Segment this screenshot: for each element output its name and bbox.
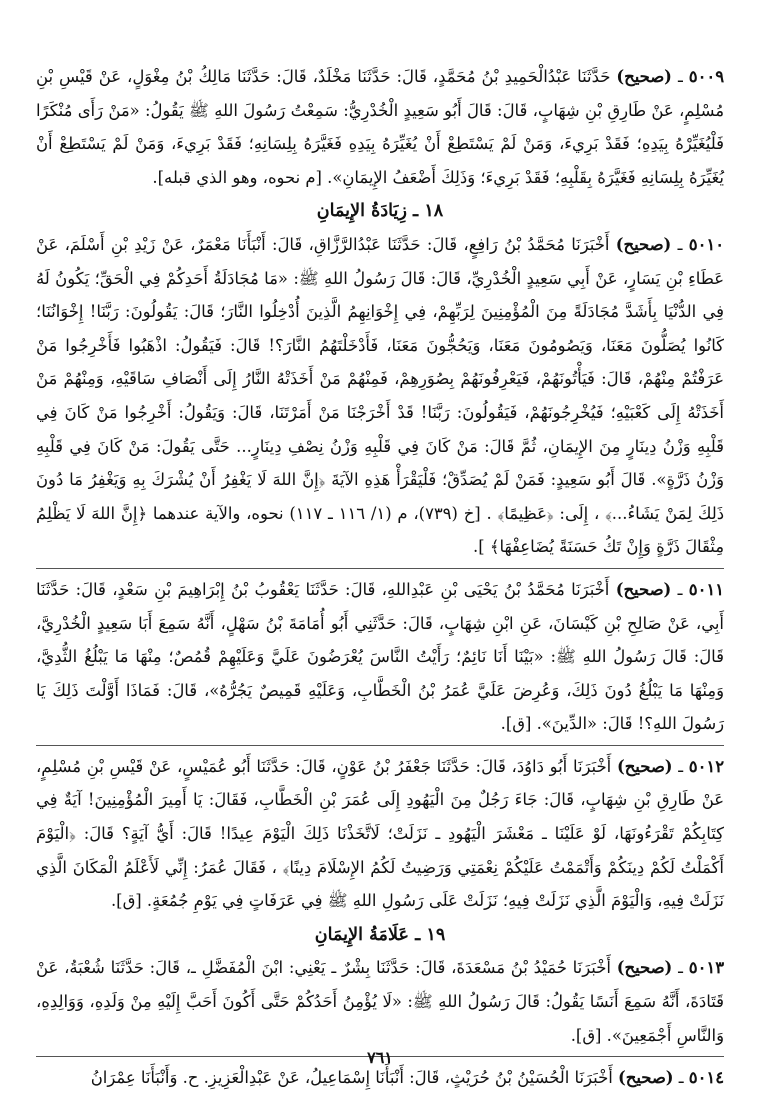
hadith-text: أَخْبَرَنَا مُحَمَّدُ بْنُ يَحْيَى بْنِ عَبْدِاللهِ، قَالَ: حَدَّثَنَا يَعْقُوبُ بْنُ إِبْرَاهِيمَ بْنِ سَعْدٍ، قَالَ: حَدَّثَنَا أَبِي، عَنْ صَالِحِ بْنِ كَيْسَانَ، عَنِ ابْنِ شِهَابٍ، قَالَ: حَدَّثَنِي أَبُو أُمَامَةَ بْنُ سَهْلٍ، أَنَّهُ سَمِعَ أَبَا سَعِيدٍ الْخُدْرِيَّ، قَالَ: قَالَ رَسُولُ اللهِ ﷺ: «بَيْنَا أَنَا نَائِمٌ؛ رَأَيْتُ النَّاسَ يُعْرَضُونَ عَلَيَّ وَعَلَيْهِمْ قُمُصٌ؛ مِنْهَا مَا يَبْلُغُ الثُّدِيَّ، وَمِنْهَا مَا يَبْلُغُ دُونَ ذَلِكَ، وَعُرِضَ عَلَيَّ عُمَرُ بْنُ الْخَطَّابِ، وَعَلَيْهِ قَمِيصٌ يَجُرُّهُ»، قَالَ: فَمَاذَا أَوَّلْتَ ذَلِكَ يَا رَسُولَ اللهِ؟! قَالَ: «الدِّينَ». [ق]. [36, 579, 724, 734]
hadith-text: حَدَّثَنَا عَبْدُالْحَمِيدِ بْنُ مُحَمَّدٍ، قَالَ: حَدَّثَنَا مَخْلَدٌ، قَالَ: حَدَّثَنَا مَالِكُ بْنُ مِغْوَلٍ، عَنْ قَيْسِ بْنِ مُسْلِمٍ، عَنْ طَارِقِ بْنِ شِهَابٍ، قَالَ: قَالَ أَبُو سَعِيدٍ الْخُدْرِيُّ: سَمِعْتُ رَسُولَ اللهِ ﷺ يَقُولُ: «مَنْ رَأَى مُنْكَرًا فَلْيُغَيِّرْهُ بِيَدِهِ؛ فَقَدْ بَرِيءَ، وَمَنْ لَمْ يَسْتَطِعْ أَنْ يُغَيِّرَهُ بِيَدِهِ فَغَيَّرَهُ بِلِسَانِهِ؛ فَقَدْ بَرِيءَ، وَمَنْ لَمْ يَسْتَطِعْ أَنْ يُغَيِّرَهُ بِلِسَانِهِ فَغَيَّرَهُ بِقَلْبِهِ؛ فَقَدْ بَرِيءَ؛ وَذَلِكَ أَضْعَفُ الإِيمَانِ». [م نحوه، وهو الذي قبله]. [36, 67, 724, 187]
hadith-5011: ٥٠١١ ـ (صحيح) أَخْبَرَنَا مُحَمَّدُ بْنُ يَحْيَى بْنِ عَبْدِاللهِ، قَالَ: حَدَّثَنَا يَعْقُوبُ بْنُ إِبْرَاهِيمَ بْنِ سَعْدٍ، قَالَ: حَدَّثَنَا أَبِي، عَنْ صَالِحِ بْنِ كَيْسَانَ، عَنِ ابْنِ شِهَابٍ، قَالَ: حَدَّثَنِي أَبُو أُمَامَةَ بْنُ سَهْلٍ، أَنَّهُ سَمِعَ أَبَا سَعِيدٍ الْخُدْرِيَّ، قَالَ: قَالَ رَسُولُ اللهِ ﷺ: «بَيْنَا أَنَا نَائِمٌ؛ رَأَيْتُ النَّاسَ يُعْرَضُونَ عَلَيَّ وَعَلَيْهِمْ قُمُصٌ؛ مِنْهَا مَا يَبْلُغُ الثُّدِيَّ، وَمِنْهَا مَا يَبْلُغُ دُونَ ذَلِكَ، وَعُرِضَ عَلَيَّ عُمَرُ بْنُ الْخَطَّابِ، وَعَلَيْهِ قَمِيصٌ يَجُرُّهُ»، قَالَ: فَمَاذَا أَوَّلْتَ ذَلِكَ يَا رَسُولَ اللهِ؟! قَالَ: «الدِّينَ». [ق]. [36, 579, 724, 734]
hadith-grade: (صحيح) [616, 756, 673, 776]
hadith-number: ٥٠١٤ [688, 1068, 724, 1088]
hadith-grade: (صحيح) [615, 234, 672, 254]
divider [36, 568, 724, 569]
hadith-text: أَخْبَرَنَا أَبُو دَاوُدَ، قَالَ: حَدَّثَنَا جَعْفَرُ بْنُ عَوْنٍ، قَالَ: حَدَّثَنَا أَبُو عُمَيْسٍ، عَنْ قَيْسِ بْنِ مُسْلِمٍ، عَنْ طَارِقِ بْنِ شِهَابٍ، قَالَ: جَاءَ رَجُلٌ مِنَ الْيَهُودِ إِلَى عُمَرَ بْنِ الْخَطَّابِ، فَقَالَ: يَا أَمِيرَ الْمُؤْمِنِينَ! آيَةٌ فِي كِتَابِكُمْ تَقْرَءُونَهَا، لَوْ عَلَيْنَا ـ مَعْشَرَ الْيَهُودِ ـ نَزَلَتْ؛ لَاتَّخَذْنَا ذَلِكَ الْيَوْمَ عِيدًا! قَالَ: أَيُّ آيَةٍ؟ قَالَ: ﴿الْيَوْمَ أَكْمَلْتُ لَكُمْ دِينَكُمْ وَأَتْمَمْتُ عَلَيْكُمْ نِعْمَتِي وَرَضِيتُ لَكُمُ الإِسْلَامَ دِينًا﴾ ، فَقَالَ عُمَرُ: إِنِّي لَأَعْلَمُ الْمَكَانَ الَّذِي نَزَلَتْ فِيهِ، وَالْيَوْمَ الَّذِي نَزَلَتْ فِيهِ؛ نَزَلَتْ عَلَى رَسُولِ اللهِ ﷺ فِي عَرَفَاتٍ فِي يَوْمِ جُمُعَةٍ. [ق]. [36, 756, 724, 911]
chapter-heading-19: ١٩ ـ عَلَامَةُ الإِيمَانِ [314, 923, 446, 945]
chapter-heading-18: ١٨ ـ زِيَادَةُ الإِيمَانِ [316, 200, 444, 222]
hadith-number: ٥٠١٠ [688, 234, 724, 254]
hadith-text: أَخْبَرَنَا مُحَمَّدُ بْنُ رَافِعٍ، قَالَ: حَدَّثَنَا عَبْدُالرَّزَّاقِ، قَالَ: أَنْبَأَنَا مَعْمَرٌ، عَنْ زَيْدِ بْنِ أَسْلَمَ، عَنْ عَطَاءِ بْنِ يَسَارٍ، عَنْ أَبِي سَعِيدٍ الْخُدْرِيِّ، قَالَ: قَالَ رَسُولُ اللهِ ﷺ: «مَا مُجَادَلَةُ أَحَدِكُمْ فِي الْحَقِّ؛ يَكُونُ لَهُ فِي الدُّنْيَا بِأَشَدَّ مُجَادَلَةً مِنَ الْمُؤْمِنِينَ لِرَبِّهِمْ، فِي إِخْوَانِهِمُ الَّذِينَ أُدْخِلُوا النَّارَ؛ قَالَ: يَقُولُونَ: رَبَّنَا! إِخْوَانُنَا؛ كَانُوا يُصَلُّونَ مَعَنَا، وَيَصُومُونَ مَعَنَا، وَيَحُجُّونَ مَعَنَا، فَأَدْخَلْتَهُمُ النَّارَ؟! قَالَ: فَيَقُولُ: اذْهَبُوا فَأَخْرِجُوا مَنْ عَرَفْتُمْ مِنْهُمْ، قَالَ: فَيَأْتُونَهُمْ، فَيَعْرِفُونَهُمْ بِصُوَرِهِمْ، فَمِنْهُمْ مَنْ أَخَذَتْهُ النَّارُ إِلَى أَنْصَافِ سَاقَيْهِ، وَمِنْهُمْ مَنْ أَخَذَتْهُ إِلَى كَعْبَيْهِ؛ فَيُخْرِجُونَهُمْ، فَيَقُولُونَ: رَبَّنَا! قَدْ أَخْرَجْنَا مَنْ أَمَرْتَنَا، قَالَ: وَيَقُولُ: أَخْرِجُوا مَنْ كَانَ فِي قَلْبِهِ وَزْنُ دِينَارٍ مِنَ الإِيمَانِ، ثُمَّ قَالَ: مَنْ كَانَ فِي قَلْبِهِ وَزْنُ نِصْفِ دِينَارٍ... حَتَّى يَقُولَ: مَنْ كَانَ فِي قَلْبِهِ وَزْنُ ذَرَّةٍ». قَالَ أَبُو سَعِيدٍ: فَمَنْ لَمْ يُصَدِّقْ؛ فَلْيَقْرَأْ هَذِهِ الآيَةَ ﴿إِنَّ اللهَ لَا يَغْفِرُ أَنْ يُشْرَكَ بِهِ وَيَغْفِرُ مَا دُونَ ذَلِكَ لِمَنْ يَشَاءُ...﴾ ، إِلَى: ﴿عَظِيمًا﴾ . [خ (٧٣٩)، م (١/ ١١٦ ـ ١١٧) نحوه، والآية عندهما ﴿إِنَّ اللهَ لَا يَظْلِمُ مِثْقَالَ ذَرَّةٍ وَإِنْ تَكُ حَسَنَةً يُضَاعِفْهَا﴾ ]. [36, 234, 724, 557]
hadith-5012: ٥٠١٢ ـ (صحيح) أَخْبَرَنَا أَبُو دَاوُدَ، قَالَ: حَدَّثَنَا جَعْفَرُ بْنُ عَوْنٍ، قَالَ: حَدَّثَنَا أَبُو عُمَيْسٍ، عَنْ قَيْسِ بْنِ مُسْلِمٍ، عَنْ طَارِقِ بْنِ شِهَابٍ، قَالَ: جَاءَ رَجُلٌ مِنَ الْيَهُودِ إِلَى عُمَرَ بْنِ الْخَطَّابِ، فَقَالَ: يَا أَمِيرَ الْمُؤْمِنِينَ! آيَةٌ فِي كِتَابِكُمْ تَقْرَءُونَهَا، لَوْ عَلَيْنَا ـ مَعْشَرَ الْيَهُودِ ـ نَزَلَتْ؛ لَاتَّخَذْنَا ذَلِكَ الْيَوْمَ عِيدًا! قَالَ: أَيُّ آيَةٍ؟ قَالَ: ﴿الْيَوْمَ أَكْمَلْتُ لَكُمْ دِينَكُمْ وَأَتْمَمْتُ عَلَيْكُمْ نِعْمَتِي وَرَضِيتُ لَكُمُ الإِسْلَامَ دِينًا﴾ ، فَقَالَ عُمَرُ: إِنِّي لَأَعْلَمُ الْمَكَانَ الَّذِي نَزَلَتْ فِيهِ، وَالْيَوْمَ الَّذِي نَزَلَتْ فِيهِ؛ نَزَلَتْ عَلَى رَسُولِ اللهِ ﷺ فِي عَرَفَاتٍ فِي يَوْمِ جُمُعَةٍ. [ق]. [36, 756, 724, 911]
hadith-number: ٥٠٠٩ [688, 67, 724, 86]
hadith-5014: ٥٠١٤ ـ (صحيح) أَخْبَرَنَا الْحُسَيْنُ بْنُ حُرَيْثٍ، قَالَ: أَنْبَأَنَا إِسْمَاعِيلُ، عَنْ عَبْدِالْعَزِيزِ. ح. وَأَنْبَأَنَا عِمْرَانُ [90, 1068, 724, 1088]
divider [36, 745, 724, 746]
hadith-number: ٥٠١٢ [688, 756, 724, 776]
hadith-grade: (صحيح) [616, 958, 673, 978]
hadith-grade: (صحيح) [615, 579, 672, 599]
hadith-grade: (صحيح) [618, 1068, 674, 1088]
hadith-5009: ٥٠٠٩ ـ (صحيح) حَدَّثَنَا عَبْدُالْحَمِيدِ بْنُ مُحَمَّدٍ، قَالَ: حَدَّثَنَا مَخْلَدٌ، قَالَ: حَدَّثَنَا مَالِكُ بْنُ مِغْوَلٍ، عَنْ قَيْسِ بْنِ مُسْلِمٍ، عَنْ طَارِقِ بْنِ شِهَابٍ، قَالَ: قَالَ أَبُو سَعِيدٍ الْخُدْرِيُّ: سَمِعْتُ رَسُولَ اللهِ ﷺ يَقُولُ: «مَنْ رَأَى مُنْكَرًا فَلْيُغَيِّرْهُ بِيَدِهِ؛ فَقَدْ بَرِيءَ، وَمَنْ لَمْ يَسْتَطِعْ أَنْ يُغَيِّرَهُ بِيَدِهِ فَغَيَّرَهُ بِلِسَانِهِ؛ فَقَدْ بَرِيءَ، وَمَنْ لَمْ يَسْتَطِعْ أَنْ يُغَيِّرَهُ بِلِسَانِهِ فَغَيَّرَهُ بِقَلْبِهِ؛ فَقَدْ بَرِيءَ؛ وَذَلِكَ أَضْعَفُ الإِيمَانِ». [م نحوه، وهو الذي قبله]. [36, 67, 724, 187]
page-number: ٧٦١ [367, 1048, 393, 1067]
hadith-5013: ٥٠١٣ ـ (صحيح) أَخْبَرَنَا حُمَيْدُ بْنُ مَسْعَدَةَ، قَالَ: حَدَّثَنَا بِشْرٌ ـ يَعْنِي: ابْنَ الْمُفَضَّلِ ـ، قَالَ: حَدَّثَنَا شُعْبَةُ، عَنْ قَتَادَةَ، أَنَّهُ سَمِعَ أَنَسًا يَقُولُ: قَالَ رَسُولُ اللهِ ﷺ: «لَا يُؤْمِنُ أَحَدُكُمْ حَتَّى أَكُونَ أَحَبَّ إِلَيْهِ مِنْ وَلَدِهِ، وَوَالِدِهِ، وَالنَّاسِ أَجْمَعِينَ». [ق]. [36, 958, 724, 1045]
hadith-5010: ٥٠١٠ ـ (صحيح) أَخْبَرَنَا مُحَمَّدُ بْنُ رَافِعٍ، قَالَ: حَدَّثَنَا عَبْدُالرَّزَّاقِ، قَالَ: أَنْبَأَنَا مَعْمَرٌ، عَنْ زَيْدِ بْنِ أَسْلَمَ، عَنْ عَطَاءِ بْنِ يَسَارٍ، عَنْ أَبِي سَعِيدٍ الْخُدْرِيِّ، قَالَ: قَالَ رَسُولُ اللهِ ﷺ: «مَا مُجَادَلَةُ أَحَدِكُمْ فِي الْحَقِّ؛ يَكُونُ لَهُ فِي الدُّنْيَا بِأَشَدَّ مُجَادَلَةً مِنَ الْمُؤْمِنِينَ لِرَبِّهِمْ، فِي إِخْوَانِهِمُ الَّذِينَ أُدْخِلُوا النَّارَ؛ قَالَ: يَقُولُونَ: رَبَّنَا! إِخْوَانُنَا؛ كَانُوا يُصَلُّونَ مَعَنَا، وَيَصُومُونَ مَعَنَا، وَيَحُجُّونَ مَعَنَا، فَأَدْخَلْتَهُمُ النَّارَ؟! قَالَ: فَيَقُولُ: اذْهَبُوا فَأَخْرِجُوا مَنْ عَرَفْتُمْ مِنْهُمْ، قَالَ: فَيَأْتُونَهُمْ، فَيَعْرِفُونَهُمْ بِصُوَرِهِمْ، فَمِنْهُمْ مَنْ أَخَذَتْهُ النَّارُ إِلَى أَنْصَافِ سَاقَيْهِ، وَمِنْهُمْ مَنْ أَخَذَتْهُ إِلَى كَعْبَيْهِ؛ فَيُخْرِجُونَهُمْ، فَيَقُولُونَ: رَبَّنَا! قَدْ أَخْرَجْنَا مَنْ أَمَرْتَنَا، قَالَ: وَيَقُولُ: أَخْرِجُوا مَنْ كَانَ فِي قَلْبِهِ وَزْنُ دِينَارٍ مِنَ الإِيمَانِ، ثُمَّ قَالَ: مَنْ كَانَ فِي قَلْبِهِ وَزْنُ نِصْفِ دِينَارٍ... حَتَّى يَقُولَ: مَنْ كَانَ فِي قَلْبِهِ وَزْنُ ذَرَّةٍ». قَالَ أَبُو سَعِيدٍ: فَمَنْ لَمْ يُصَدِّقْ؛ فَلْيَقْرَأْ هَذِهِ الآيَةَ ﴿إِنَّ اللهَ لَا يَغْفِرُ أَنْ يُشْرَكَ بِهِ وَيَغْفِرُ مَا دُونَ ذَلِكَ لِمَنْ يَشَاءُ...﴾ ، إِلَى: ﴿عَظِيمًا﴾ . [خ (٧٣٩)، م (١/ ١١٦ ـ ١١٧) نحوه، والآية عندهما ﴿إِنَّ اللهَ لَا يَظْلِمُ مِثْقَالَ ذَرَّةٍ وَإِنْ تَكُ حَسَنَةً يُضَاعِفْهَا﴾ ]. [36, 234, 724, 557]
hadith-text: أَخْبَرَنَا الْحُسَيْنُ بْنُ حُرَيْثٍ، قَالَ: أَنْبَأَنَا إِسْمَاعِيلُ، عَنْ عَبْدِالْعَزِيزِ. ح. وَأَنْبَأَنَا عِمْرَانُ [90, 1068, 613, 1088]
hadith-grade: (صحيح) [616, 67, 672, 86]
hadith-number: ٥٠١١ [688, 579, 724, 599]
hadith-number: ٥٠١٣ [688, 958, 724, 978]
hadith-text: أَخْبَرَنَا حُمَيْدُ بْنُ مَسْعَدَةَ، قَالَ: حَدَّثَنَا بِشْرٌ ـ يَعْنِي: ابْنَ الْمُفَضَّلِ ـ، قَالَ: حَدَّثَنَا شُعْبَةُ، عَنْ قَتَادَةَ، أَنَّهُ سَمِعَ أَنَسًا يَقُولُ: قَالَ رَسُولُ اللهِ ﷺ: «لَا يُؤْمِنُ أَحَدُكُمْ حَتَّى أَكُونَ أَحَبَّ إِلَيْهِ مِنْ وَلَدِهِ، وَوَالِدِهِ، وَالنَّاسِ أَجْمَعِينَ». [ق]. [36, 958, 724, 1045]
